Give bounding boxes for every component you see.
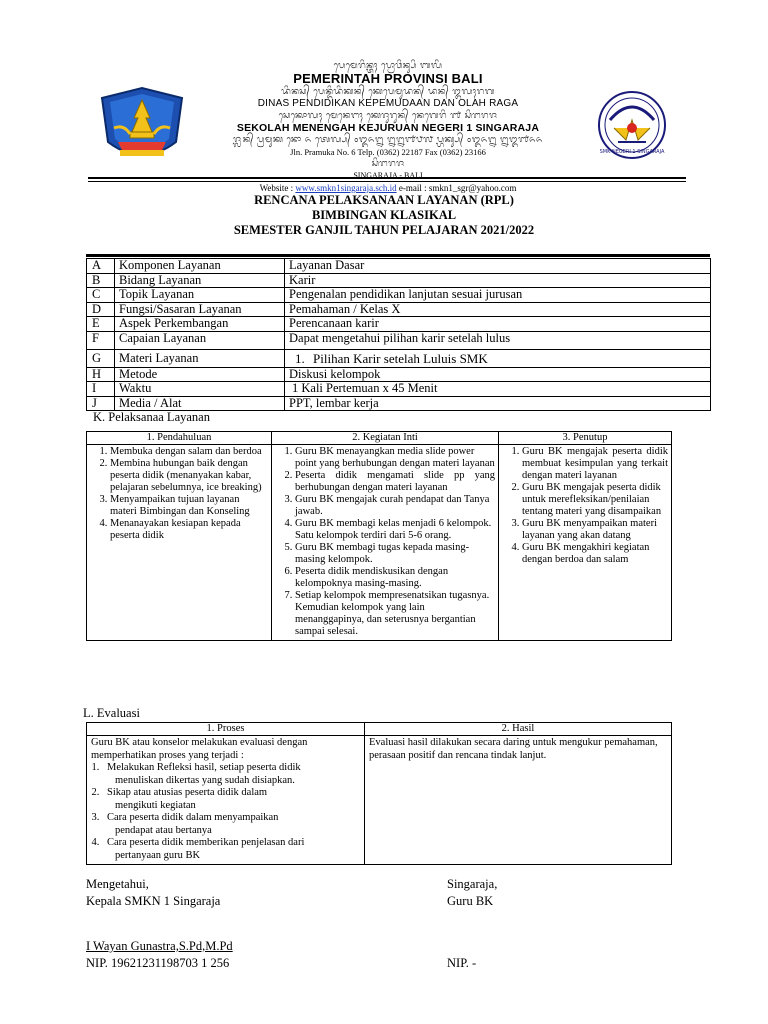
- pendahuluan-cell: [87, 445, 272, 641]
- list-item: 2. Membina hubungan baik dengan peserta didik (menanyakan kabar, pelajaran sebelumnya, ice breaking): [110, 458, 268, 494]
- column-header-penutup: 3. Penutup: [499, 432, 672, 445]
- table-row: [87, 288, 711, 303]
- list-item: 1. Membuka dengan salam dan berdoa: [110, 446, 268, 458]
- column-header-kegiatan-inti: 2. Kegiatan Inti: [272, 432, 499, 445]
- list-item-text: Cara peserta didik dalam menyampaikan: [107, 812, 279, 823]
- bali-script-line: ᬚ᭄ᬮᬦ᭄ ᬧ᭄ᬭᬫᬸᬓ ᬦᭀ ᭖ ᬢᬾᬮ᭄ᬧ᭄ ᭐᭓᭖᭒ ᭒᭒᭑᭘᭗ ᬧ᭄ᬳᬓ᭄ᬲ᭄ ᭐᭓᭖᭒ ᭒᭓᭑᭖᭖: [233, 135, 543, 145]
- row-label: Aspek Perkembangan: [115, 317, 285, 332]
- row-label: Materi Layanan: [115, 349, 285, 367]
- government-name: PEMERINTAH PROVINSI BALI: [293, 71, 483, 86]
- table-top-rule: [86, 254, 710, 257]
- row-value: Dapat mengetahui pilihan karir setelah lulus: [285, 331, 711, 349]
- table-row: [87, 259, 711, 274]
- document-title: [84, 193, 684, 238]
- table-row: [87, 445, 672, 641]
- row-key: H: [87, 367, 115, 382]
- email-text: e-mail : smkn1_sgr@yahoo.com: [396, 183, 517, 193]
- row-value: [285, 349, 711, 367]
- column-header-pendahuluan: 1. Pendahuluan: [87, 432, 272, 445]
- list-item: [102, 762, 360, 787]
- list-item: [102, 837, 360, 862]
- list-item: 1. Guru BK mengajak peserta didik membuat kesimpulan yang terkait dengan materi layanan: [522, 446, 668, 482]
- table-row: [87, 367, 711, 382]
- list-item: 5. Guru BK membagi tugas kepada masing-masing kelompok.: [295, 542, 495, 566]
- table-row: [87, 736, 672, 865]
- letterhead-text: [188, 60, 588, 194]
- list-item-continuation: menuliskan dikertas yang sudah disiapkan.: [115, 774, 295, 786]
- row-key: I: [87, 382, 115, 397]
- list-item: 1. Guru BK menayangkan media slide power point yang berhubungan dengan materi layanan: [295, 446, 495, 470]
- list-item: [102, 812, 360, 837]
- list-item: 7. Setiap kelompok mempresenatsikan tugasnya. Kemudian kelompok yang lain menanggapinya, dan seterusnya bergantian sampai selesai.: [295, 590, 495, 638]
- table-header-row: [87, 432, 672, 445]
- list-item: 4. Menanayakan kesiapan kepada peserta didik: [110, 518, 268, 542]
- pendahuluan-list: [90, 446, 268, 542]
- counselor-nip: NIP. -: [447, 956, 477, 970]
- row-label: Bidang Layanan: [115, 273, 285, 288]
- row-value: Karir: [285, 273, 711, 288]
- list-item-text: Melakukan Refleksi hasil, setiap peserta didik: [107, 762, 301, 773]
- counselor-title: Guru BK: [447, 894, 494, 908]
- department-name: DINAS PENDIDIKAN KEPEMUDAAN DAN OLAH RAGA: [257, 98, 519, 109]
- school-address: Jln. Pramuka No. 6 Telp. (0362) 22187 Fax (0362) 23166: [290, 147, 486, 157]
- list-item: 2. Peserta didik mengamati slide pp yang berhubungan dengan materi layanan: [295, 470, 495, 494]
- list-item: 3. Guru BK mengajak curah pendapat dan Tanya jawab.: [295, 494, 495, 518]
- row-label: Komponen Layanan: [115, 259, 285, 274]
- principal-identity: [86, 938, 233, 972]
- city: SINGARAJA - BALI: [353, 171, 423, 180]
- table-row: [87, 382, 711, 397]
- principal-title: Kepala SMKN 1 Singaraja: [86, 894, 221, 908]
- row-value: PPT, lembar kerja: [285, 396, 711, 411]
- row-value: Pemahaman / Kelas X: [285, 302, 711, 317]
- list-item: [102, 787, 360, 812]
- row-value: Pengenalan pendidikan lanjutan sesuai jurusan: [285, 288, 711, 303]
- signature-right: [447, 876, 497, 910]
- column-header-proses: 1. Proses: [87, 723, 365, 736]
- school-name: SEKOLAH MENENGAH KEJURUAN NEGERI 1 SINGARAJA: [236, 122, 540, 134]
- letterhead-rule-thick: [88, 177, 686, 179]
- bali-script-line: ᬧᬾᬫᬾᬭᬶᬦ᭄ᬢᬄ ᬧ᭄ᬭᭀᬯᬶᬦ᭄ᬲᬶ ᬩᬮᬶ: [333, 61, 443, 71]
- row-label: Topik Layanan: [115, 288, 285, 303]
- row-key: E: [87, 317, 115, 332]
- list-item-continuation: pertanyaan guru BK: [115, 849, 201, 861]
- row-label: Waktu: [115, 382, 285, 397]
- table-row: [87, 317, 711, 332]
- row-key: G: [87, 349, 115, 367]
- letterhead: [88, 60, 686, 193]
- list-item-continuation: pendapat atau bertanya: [115, 824, 212, 836]
- bali-script-line: ᬤᬶᬦᬲ᭄ ᬧᬾᬦ᭄ᬤᬶᬤᬶᬓᬦ᭄ ᬓᬾᬧᬾᬫᬸᬤᬦ᭄ ᬤᬦ᭄ ᬑᬮᬄᬭᬕ: [281, 87, 495, 97]
- proses-cell: [87, 736, 365, 865]
- section-l-heading: L. Evaluasi: [83, 706, 140, 720]
- table-header-row: [87, 723, 672, 736]
- kegiatan-inti-list: [275, 446, 495, 638]
- row-label: Metode: [115, 367, 285, 382]
- proses-intro: Guru BK atau konselor melakukan evaluasi dengan memperhatikan proses yang terjadi :: [91, 737, 308, 761]
- bali-script-line: ᬲᬶᬗᬭᬚ: [371, 159, 405, 169]
- principal-nip: NIP. 19621231198703 1 256: [86, 956, 230, 970]
- list-item-text: Cara peserta didik memberikan penjelasan dari: [107, 837, 305, 848]
- table-row: [87, 273, 711, 288]
- row-key: C: [87, 288, 115, 303]
- list-item: 3. Menyampaikan tujuan layanan materi Bimbingan dan Konseling: [110, 494, 268, 518]
- letterhead-rule-thin: [88, 181, 686, 182]
- row-key: A: [87, 259, 115, 274]
- row-label: Capaian Layanan: [115, 331, 285, 349]
- principal-name: I Wayan Gunastra,S.Pd,M.Pd: [86, 939, 233, 953]
- row-label: Fungsi/Sasaran Layanan: [115, 302, 285, 317]
- row-key: F: [87, 331, 115, 349]
- material-number: 1.: [295, 350, 305, 366]
- list-item: 2. Guru BK mengajak peserta didik untuk merefleksikan/penilaian tentang materi yang disampaikan: [522, 482, 668, 518]
- kegiatan-inti-cell: [272, 445, 499, 641]
- row-key: J: [87, 396, 115, 411]
- title-line-3: SEMESTER GANJIL TAHUN PELAJARAN 2021/2022: [233, 223, 535, 237]
- implementation-table: [86, 431, 672, 641]
- list-item: 6. Peserta didik mendiskusikan dengan kelompoknya masing-masing.: [295, 566, 495, 590]
- list-item: 4. Guru BK mengakhiri kegiatan dengan berdoa dan salam: [522, 542, 668, 566]
- material-text: Pilihan Karir setelah Luluis SMK: [313, 350, 488, 366]
- table-row: [87, 331, 711, 349]
- row-value: Diskusi kelompok: [285, 367, 711, 382]
- website-link[interactable]: www.smkn1singaraja.sch.id: [295, 183, 397, 193]
- evaluation-table: [86, 722, 672, 865]
- title-line-1: RENCANA PELAKSANAAN LAYANAN (RPL): [254, 193, 514, 207]
- list-item: 3. Guru BK menyampaikan materi layanan yang akan datang: [522, 518, 668, 542]
- place-label: Singaraja,: [447, 877, 498, 891]
- section-k-heading: K. Pelaksanaa Layanan: [93, 410, 210, 424]
- proses-list: [91, 762, 360, 862]
- counselor-identity: [447, 955, 476, 972]
- penutup-list: [502, 446, 668, 566]
- row-value: Layanan Dasar: [285, 259, 711, 274]
- row-label: Media / Alat: [115, 396, 285, 411]
- component-table: [86, 258, 711, 411]
- row-key: B: [87, 273, 115, 288]
- table-row: [87, 396, 711, 411]
- signature-left: [86, 876, 220, 910]
- school-emblem-icon: [596, 80, 668, 170]
- bali-province-emblem-icon: [94, 84, 190, 168]
- hasil-cell: Evaluasi hasil dilakukan secara daring untuk mengukur pemahaman, perasaan positif dan rencana tindak lanjut.: [365, 736, 672, 865]
- table-row: [87, 349, 711, 367]
- penutup-cell: [499, 445, 672, 641]
- table-row: [87, 302, 711, 317]
- list-item-continuation: mengikuti kegiatan: [115, 799, 196, 811]
- column-header-hasil: 2. Hasil: [365, 723, 672, 736]
- list-item: 4. Guru BK membagi kelas menjadi 6 kelompok. Satu kelompok terdiri dari 5-6 orang.: [295, 518, 495, 542]
- row-key: D: [87, 302, 115, 317]
- row-value: Perencanaan karir: [285, 317, 711, 332]
- bali-script-line: ᬲᬾᬓᭀᬮᬄ ᬫᬾᬦᬾᬗᬄ ᬓᬾᬚᬸᬭᬸᬦ᭄ ᬦᬾᬕᬾᬭᬶ ᭑ ᬲᬶᬗᬭᬚ: [278, 111, 498, 121]
- school-emblem-label: SMK NEGERI 1 SINGARAJA: [599, 149, 665, 155]
- row-value: 1 Kali Pertemuan x 45 Menit: [285, 382, 711, 397]
- acknowledgement-label: Mengetahui,: [86, 877, 149, 891]
- list-item-text: Sikap atau atusias peserta didik dalam: [107, 787, 268, 798]
- title-line-2: BIMBINGAN KLASIKAL: [311, 208, 457, 222]
- website-label: Website :: [259, 183, 296, 193]
